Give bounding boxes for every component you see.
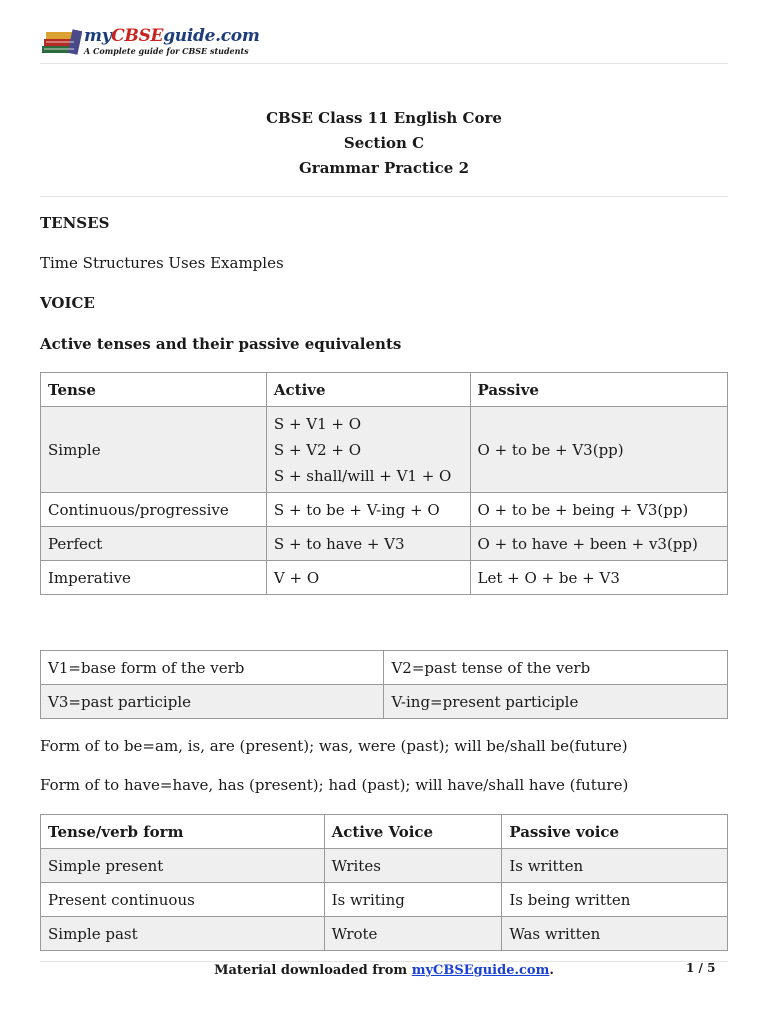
title-line-3: Grammar Practice 2 [298, 159, 470, 177]
table-header: Passive [470, 373, 727, 407]
table-cell: Simple past [41, 917, 325, 951]
table-header: Active Voice [324, 815, 502, 849]
table-cell [266, 407, 470, 493]
active-structure: S + V2 + O [273, 440, 362, 459]
active-structure: S + shall/will + V1 + O [273, 466, 452, 485]
site-logo [40, 26, 728, 60]
form-to-be-line: Form of to be=am, is, are (present); was, were (past); will be/shall be(future) [40, 737, 628, 755]
table-cell: Perfect [41, 527, 267, 561]
active-passive-heading: Active tenses and their passive equivalents [40, 335, 402, 353]
table-cell: V-ing=present participle [384, 685, 728, 719]
table-cell: Was written [502, 917, 728, 951]
table-row [41, 651, 728, 685]
title-line-1: CBSE Class 11 English Core [266, 109, 502, 127]
table-row [41, 407, 728, 493]
table-header: Passive voice [502, 815, 728, 849]
voice-heading: VOICE [40, 294, 95, 312]
table-cell: Present continuous [41, 883, 325, 917]
table-cell: Simple [41, 407, 267, 493]
table-row [41, 493, 728, 527]
document-title [40, 106, 728, 181]
table-cell: S + to have + V3 [266, 527, 470, 561]
table-header: Tense [41, 373, 267, 407]
table-cell: Is written [502, 849, 728, 883]
page-footer [0, 963, 768, 978]
page-number: 1 / 5 [686, 961, 716, 975]
table-cell: V + O [266, 561, 470, 595]
voice-example-table [40, 814, 728, 951]
form-to-have-line: Form of to have=have, has (present); had (past); will have/shall have (future) [40, 776, 629, 794]
table-cell: S + to be + V-ing + O [266, 493, 470, 527]
table-row [41, 685, 728, 719]
table-cell: Simple present [41, 849, 325, 883]
table-cell: O + to be + V3(pp) [470, 407, 727, 493]
verb-forms-table [40, 650, 728, 719]
tenses-heading: TENSES [40, 214, 110, 232]
table-row [41, 849, 728, 883]
title-divider [40, 196, 728, 197]
table-cell: Imperative [41, 561, 267, 595]
table-cell: Is writing [324, 883, 502, 917]
table-header-row [41, 815, 728, 849]
table-cell: Let + O + be + V3 [470, 561, 727, 595]
logo-tagline: A Complete guide for CBSE students [84, 46, 249, 56]
footer-text: Material downloaded from [214, 963, 412, 978]
table-cell: Writes [324, 849, 502, 883]
table-header: Tense/verb form [41, 815, 325, 849]
table-cell: O + to be + being + V3(pp) [470, 493, 727, 527]
table-header: Active [266, 373, 470, 407]
footer-link[interactable]: myCBSEguide.com [411, 963, 550, 978]
active-structure: S + V1 + O [273, 414, 362, 433]
table-cell: Wrote [324, 917, 502, 951]
footer-end: . [549, 963, 554, 978]
table-cell: V3=past participle [41, 685, 384, 719]
table-cell: V1=base form of the verb [41, 651, 384, 685]
table-cell: O + to have + been + v3(pp) [470, 527, 727, 561]
table-row [41, 561, 728, 595]
table-header-row [41, 373, 728, 407]
table-cell: V2=past tense of the verb [384, 651, 728, 685]
active-passive-table [40, 372, 728, 595]
tenses-line: Time Structures Uses Examples [40, 254, 284, 272]
title-line-2: Section C [343, 134, 425, 152]
books-icon [40, 28, 82, 56]
table-row [41, 883, 728, 917]
table-cell: Is being written [502, 883, 728, 917]
table-row [41, 917, 728, 951]
header-divider [40, 63, 728, 64]
table-cell: Continuous/progressive [41, 493, 267, 527]
footer-divider [40, 961, 728, 962]
table-row [41, 527, 728, 561]
logo-wordmark: myCBSEguide.com [84, 26, 260, 46]
